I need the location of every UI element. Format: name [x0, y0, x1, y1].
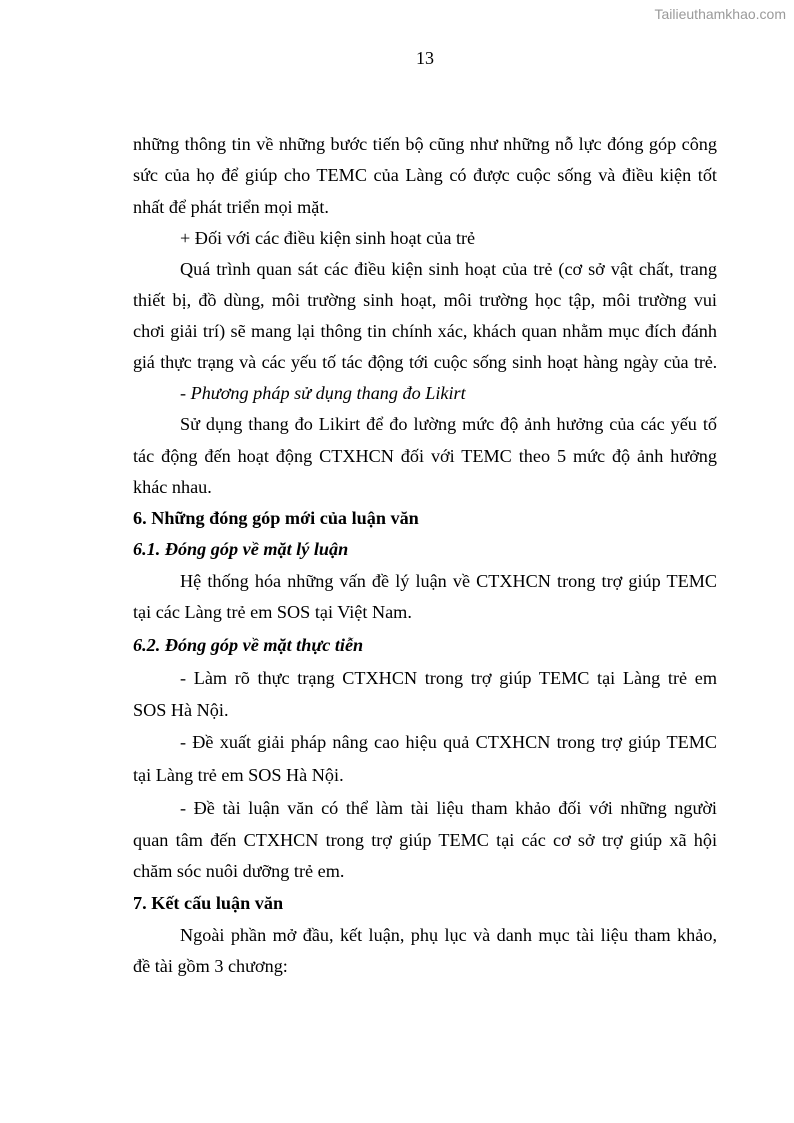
paragraph-line: khác nhau.: [133, 477, 212, 497]
watermark: Tailieuthamkhao.com: [654, 6, 786, 22]
paragraph-line: Quá trình quan sát các điều kiện sinh hoạt của trẻ (cơ sở vật chất, trang: [180, 259, 717, 279]
page-number: 13: [416, 48, 434, 68]
list-item-line: SOS Hà Nội.: [133, 700, 229, 720]
section-heading-7: 7. Kết cấu luận văn: [133, 893, 284, 913]
section-heading-6: 6. Những đóng góp mới của luận văn: [133, 508, 419, 528]
paragraph-line: sức của họ để giúp cho TEMC của Làng có được cuộc sống và điều kiện tốt: [133, 165, 717, 185]
list-item-line: quan tâm đến CTXHCN trong trợ giúp TEMC tại các cơ sở trợ giúp xã hội: [133, 830, 717, 850]
section-heading-6-1: 6.1. Đóng góp về mặt lý luận: [133, 539, 349, 559]
list-item-line: - Làm rõ thực trạng CTXHCN trong trợ giúp TEMC tại Làng trẻ em: [180, 668, 717, 688]
list-item-line: - Đề xuất giải pháp nâng cao hiệu quả CTXHCN trong trợ giúp TEMC: [180, 732, 717, 752]
paragraph-line: đề tài gồm 3 chương:: [133, 956, 288, 976]
paragraph-line: thiết bị, đồ dùng, môi trường sinh hoạt, môi trường học tập, môi trường vui: [133, 290, 717, 310]
paragraph-line: tác động đến hoạt động CTXHCN đối với TEMC theo 5 mức độ ảnh hưởng: [133, 446, 717, 466]
method-heading: - Phương pháp sử dụng thang đo Likirt: [180, 383, 466, 403]
paragraph-line: nhất để phát triển mọi mặt.: [133, 197, 329, 217]
subheading-line: + Đối với các điều kiện sinh hoạt của trẻ: [180, 228, 476, 248]
list-item-line: chăm sóc nuôi dưỡng trẻ em.: [133, 861, 345, 881]
paragraph-line: Ngoài phần mở đầu, kết luận, phụ lục và danh mục tài liệu tham khảo,: [180, 925, 717, 945]
paragraph-line: Sử dụng thang đo Likirt để đo lường mức độ ảnh hưởng của các yếu tố: [180, 414, 717, 434]
section-heading-6-2: 6.2. Đóng góp về mặt thực tiễn: [133, 635, 364, 655]
paragraph-line: những thông tin về những bước tiến bộ cũng như những nỗ lực đóng góp công: [133, 134, 717, 154]
paragraph-line: chơi giải trí) sẽ mang lại thông tin chính xác, khách quan nhằm mục đích đánh: [133, 321, 717, 341]
paragraph-line: Hệ thống hóa những vấn đề lý luận về CTXHCN trong trợ giúp TEMC: [180, 571, 717, 591]
list-item-line: - Đề tài luận văn có thể làm tài liệu tham khảo đối với những người: [180, 798, 717, 818]
list-item-line: tại Làng trẻ em SOS Hà Nội.: [133, 765, 344, 785]
paragraph-line: tại các Làng trẻ em SOS tại Việt Nam.: [133, 602, 412, 622]
paragraph-line: giá thực trạng và các yếu tố tác động tới cuộc sống sinh hoạt hàng ngày của trẻ.: [133, 352, 717, 372]
